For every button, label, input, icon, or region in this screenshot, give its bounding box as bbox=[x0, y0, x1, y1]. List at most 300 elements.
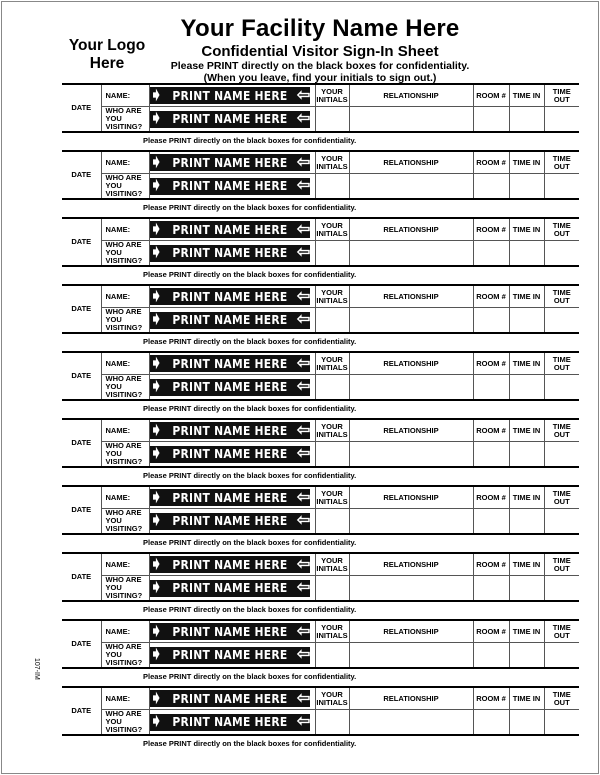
print-name-label: PRINT NAME HERE bbox=[172, 714, 288, 729]
print-name-bar bbox=[150, 556, 310, 573]
time-in-field[interactable] bbox=[509, 107, 544, 133]
time-out-field[interactable] bbox=[544, 576, 579, 602]
entry-grid bbox=[62, 284, 579, 334]
sign-in-entry bbox=[62, 83, 579, 150]
date-label: DATE bbox=[71, 371, 92, 380]
print-name-bar bbox=[150, 111, 310, 128]
visiting-label-line-1: WHO ARE bbox=[105, 642, 142, 651]
visiting-label-line-2: YOU VISITING? bbox=[105, 181, 143, 198]
room-field[interactable] bbox=[473, 509, 509, 535]
sign-in-entry bbox=[62, 150, 579, 217]
print-name-bar bbox=[150, 355, 310, 372]
initials-field[interactable] bbox=[315, 442, 349, 468]
sign-in-entry bbox=[62, 284, 579, 351]
arrow-left-icon: ⇦ bbox=[296, 555, 311, 573]
visiting-print-box[interactable] bbox=[149, 643, 315, 669]
initials-field[interactable] bbox=[315, 710, 349, 736]
sign-in-entry bbox=[62, 217, 579, 284]
print-name-bar bbox=[150, 690, 310, 707]
time-in-field[interactable] bbox=[509, 375, 544, 401]
initials-field[interactable] bbox=[315, 375, 349, 401]
date-label: DATE bbox=[71, 304, 92, 313]
room-header: ROOM # bbox=[473, 218, 509, 241]
visiting-label-line-2: YOU VISITING? bbox=[105, 516, 143, 533]
room-header: ROOM # bbox=[473, 419, 509, 442]
room-field[interactable] bbox=[473, 643, 509, 669]
relationship-field[interactable] bbox=[349, 710, 473, 736]
initials-field[interactable] bbox=[315, 107, 349, 133]
relationship-field[interactable] bbox=[349, 643, 473, 669]
time-out-header: TIME OUT bbox=[544, 285, 579, 308]
name-label: NAME: bbox=[101, 486, 149, 509]
time-out-header: TIME OUT bbox=[544, 84, 579, 107]
date-field[interactable] bbox=[62, 218, 101, 266]
time-out-field[interactable] bbox=[544, 710, 579, 736]
print-name-bar bbox=[150, 580, 310, 597]
room-header: ROOM # bbox=[473, 151, 509, 174]
confidentiality-note: Please PRINT directly on the black boxes for confidentiality. bbox=[143, 270, 357, 279]
name-print-box[interactable] bbox=[149, 285, 315, 308]
time-in-field[interactable] bbox=[509, 509, 544, 535]
initials-field[interactable] bbox=[315, 241, 349, 267]
relationship-header: RELATIONSHIP bbox=[349, 352, 473, 375]
sheet-header bbox=[160, 16, 480, 84]
room-header: ROOM # bbox=[473, 553, 509, 576]
entry-grid bbox=[62, 351, 579, 401]
initials-label bbox=[315, 352, 349, 375]
arrow-right-icon: ➧ bbox=[149, 220, 163, 238]
time-in-header: TIME IN bbox=[509, 687, 544, 710]
date-field[interactable] bbox=[62, 285, 101, 333]
confidentiality-note: Please PRINT directly on the black boxes for confidentiality. bbox=[143, 136, 357, 145]
relationship-header: RELATIONSHIP bbox=[349, 84, 473, 107]
time-in-field[interactable] bbox=[509, 710, 544, 736]
room-field[interactable] bbox=[473, 576, 509, 602]
arrow-right-icon: ➧ bbox=[149, 646, 163, 663]
entry-grid bbox=[62, 686, 579, 736]
arrow-right-icon: ➧ bbox=[149, 378, 163, 395]
arrow-left-icon: ⇦ bbox=[296, 488, 311, 506]
initials-label bbox=[315, 620, 349, 643]
time-in-field[interactable] bbox=[509, 241, 544, 267]
time-out-field[interactable] bbox=[544, 107, 579, 133]
visiting-label bbox=[101, 509, 149, 535]
initials-label-line-1: YOUR bbox=[321, 689, 343, 699]
relationship-field[interactable] bbox=[349, 375, 473, 401]
initials-label-line-1: YOUR bbox=[321, 86, 343, 96]
arrow-right-icon: ➧ bbox=[149, 86, 163, 104]
entry-grid bbox=[62, 217, 579, 267]
print-name-label: PRINT NAME HERE bbox=[172, 489, 288, 505]
visiting-print-box[interactable] bbox=[149, 174, 315, 200]
sign-in-entry bbox=[62, 418, 579, 485]
date-field[interactable] bbox=[62, 151, 101, 199]
visiting-print-box[interactable] bbox=[149, 241, 315, 267]
print-name-bar bbox=[150, 513, 310, 530]
print-name-bar bbox=[150, 714, 310, 731]
date-field[interactable] bbox=[62, 553, 101, 601]
initials-label-line-1: YOUR bbox=[321, 555, 343, 565]
name-label: NAME: bbox=[101, 687, 149, 710]
relationship-field[interactable] bbox=[349, 576, 473, 602]
arrow-right-icon: ➧ bbox=[149, 445, 163, 462]
time-out-field[interactable] bbox=[544, 375, 579, 401]
visiting-label bbox=[101, 174, 149, 200]
sign-in-entry bbox=[62, 485, 579, 552]
sign-in-entry bbox=[62, 686, 579, 753]
print-name-label: PRINT NAME HERE bbox=[172, 379, 288, 394]
arrow-left-icon: ⇦ bbox=[296, 713, 311, 730]
name-label: NAME: bbox=[101, 84, 149, 107]
arrow-right-icon: ➧ bbox=[149, 579, 163, 596]
sign-in-entry bbox=[62, 619, 579, 686]
print-name-bar bbox=[150, 446, 310, 463]
visiting-label-line-2: YOU VISITING? bbox=[105, 315, 143, 332]
relationship-field[interactable] bbox=[349, 241, 473, 267]
sign-in-entry bbox=[62, 351, 579, 418]
sheet-title: Confidential Visitor Sign-In Sheet bbox=[201, 43, 439, 60]
print-name-bar bbox=[150, 154, 310, 171]
relationship-header: RELATIONSHIP bbox=[349, 285, 473, 308]
name-print-box[interactable] bbox=[149, 486, 315, 509]
time-in-header: TIME IN bbox=[509, 620, 544, 643]
date-label: DATE bbox=[71, 639, 92, 648]
print-name-bar bbox=[150, 178, 310, 195]
room-header: ROOM # bbox=[473, 486, 509, 509]
visiting-label-line-1: WHO ARE bbox=[105, 307, 142, 316]
arrow-left-icon: ⇦ bbox=[296, 311, 311, 328]
date-field[interactable] bbox=[62, 352, 101, 400]
confidentiality-note: Please PRINT directly on the black boxes for confidentiality. bbox=[143, 203, 357, 212]
time-out-field[interactable] bbox=[544, 442, 579, 468]
print-name-bar bbox=[150, 623, 310, 640]
sign-in-entries bbox=[62, 83, 579, 753]
initials-label-line-1: YOUR bbox=[321, 421, 343, 431]
visiting-print-box[interactable] bbox=[149, 442, 315, 468]
instruction-line-1: Please PRINT directly on the black boxes for confidentiality. bbox=[170, 60, 470, 72]
relationship-field[interactable] bbox=[349, 442, 473, 468]
initials-label-line-2: INITIALS bbox=[316, 496, 348, 506]
date-field[interactable] bbox=[62, 419, 101, 467]
time-out-header: TIME OUT bbox=[544, 352, 579, 375]
visiting-label bbox=[101, 710, 149, 736]
date-label: DATE bbox=[71, 237, 92, 246]
name-print-box[interactable] bbox=[149, 352, 315, 375]
initials-label-line-1: YOUR bbox=[321, 153, 343, 163]
name-label: NAME: bbox=[101, 620, 149, 643]
initials-label-line-2: INITIALS bbox=[316, 228, 348, 238]
initials-label bbox=[315, 553, 349, 576]
room-field[interactable] bbox=[473, 107, 509, 133]
entry-grid bbox=[62, 485, 579, 535]
arrow-right-icon: ➧ bbox=[149, 153, 163, 171]
confidentiality-note: Please PRINT directly on the black boxes for confidentiality. bbox=[143, 404, 357, 413]
initials-label-line-2: INITIALS bbox=[316, 697, 348, 707]
time-out-header: TIME OUT bbox=[544, 687, 579, 710]
relationship-header: RELATIONSHIP bbox=[349, 620, 473, 643]
arrow-left-icon: ⇦ bbox=[296, 445, 311, 462]
initials-label-line-2: INITIALS bbox=[316, 630, 348, 640]
arrow-left-icon: ⇦ bbox=[296, 354, 311, 372]
room-field[interactable] bbox=[473, 442, 509, 468]
confidentiality-note: Please PRINT directly on the black boxes for confidentiality. bbox=[143, 337, 357, 346]
print-name-label: PRINT NAME HERE bbox=[172, 221, 288, 237]
initials-label bbox=[315, 486, 349, 509]
name-print-box[interactable] bbox=[149, 553, 315, 576]
visiting-label-line-1: WHO ARE bbox=[105, 374, 142, 383]
print-name-label: PRINT NAME HERE bbox=[172, 446, 288, 461]
time-out-field[interactable] bbox=[544, 509, 579, 535]
initials-label-line-1: YOUR bbox=[321, 488, 343, 498]
visiting-print-box[interactable] bbox=[149, 107, 315, 133]
initials-label-line-2: INITIALS bbox=[316, 362, 348, 372]
visiting-print-box[interactable] bbox=[149, 308, 315, 334]
arrow-right-icon: ➧ bbox=[149, 421, 163, 439]
name-label: NAME: bbox=[101, 553, 149, 576]
initials-label bbox=[315, 419, 349, 442]
arrow-left-icon: ⇦ bbox=[296, 287, 311, 305]
name-print-box[interactable] bbox=[149, 419, 315, 442]
print-name-bar bbox=[150, 312, 310, 329]
time-in-field[interactable] bbox=[509, 174, 544, 200]
visiting-label bbox=[101, 308, 149, 334]
name-print-box[interactable] bbox=[149, 620, 315, 643]
initials-field[interactable] bbox=[315, 643, 349, 669]
room-field[interactable] bbox=[473, 241, 509, 267]
confidentiality-note: Please PRINT directly on the black boxes for confidentiality. bbox=[143, 538, 357, 547]
print-name-bar bbox=[150, 288, 310, 305]
room-field[interactable] bbox=[473, 375, 509, 401]
visiting-label-line-1: WHO ARE bbox=[105, 106, 142, 115]
time-in-field[interactable] bbox=[509, 643, 544, 669]
room-header: ROOM # bbox=[473, 285, 509, 308]
instruction-line-2: (When you leave, find your initials to sign out.) bbox=[203, 72, 437, 84]
time-out-field[interactable] bbox=[544, 174, 579, 200]
initials-field[interactable] bbox=[315, 509, 349, 535]
time-out-header: TIME OUT bbox=[544, 218, 579, 241]
visiting-label-line-1: WHO ARE bbox=[105, 575, 142, 584]
relationship-header: RELATIONSHIP bbox=[349, 486, 473, 509]
relationship-field[interactable] bbox=[349, 174, 473, 200]
initials-label bbox=[315, 687, 349, 710]
time-out-header: TIME OUT bbox=[544, 553, 579, 576]
print-name-bar bbox=[150, 87, 310, 104]
time-out-field[interactable] bbox=[544, 308, 579, 334]
print-name-bar bbox=[150, 422, 310, 439]
name-print-box[interactable] bbox=[149, 84, 315, 107]
name-label: NAME: bbox=[101, 352, 149, 375]
room-header: ROOM # bbox=[473, 620, 509, 643]
room-field[interactable] bbox=[473, 174, 509, 200]
arrow-right-icon: ➧ bbox=[149, 713, 163, 730]
visiting-print-box[interactable] bbox=[149, 509, 315, 535]
name-print-box[interactable] bbox=[149, 151, 315, 174]
initials-label-line-1: YOUR bbox=[321, 287, 343, 297]
arrow-left-icon: ⇦ bbox=[296, 177, 311, 194]
confidentiality-note: Please PRINT directly on the black boxes for confidentiality. bbox=[143, 672, 357, 681]
print-name-label: PRINT NAME HERE bbox=[172, 623, 288, 639]
initials-label bbox=[315, 218, 349, 241]
date-label: DATE bbox=[71, 103, 92, 112]
date-field[interactable] bbox=[62, 687, 101, 735]
visiting-label-line-1: WHO ARE bbox=[105, 709, 142, 718]
arrow-right-icon: ➧ bbox=[149, 244, 163, 261]
visiting-label-line-1: WHO ARE bbox=[105, 441, 142, 450]
time-in-field[interactable] bbox=[509, 442, 544, 468]
date-field[interactable] bbox=[62, 486, 101, 534]
logo-line-2: Here bbox=[89, 55, 125, 72]
facility-title: Your Facility Name Here bbox=[180, 15, 460, 42]
arrow-left-icon: ⇦ bbox=[296, 579, 311, 596]
print-name-label: PRINT NAME HERE bbox=[172, 556, 288, 572]
relationship-field[interactable] bbox=[349, 107, 473, 133]
initials-field[interactable] bbox=[315, 174, 349, 200]
print-name-label: PRINT NAME HERE bbox=[172, 111, 288, 126]
logo-placeholder bbox=[52, 37, 162, 73]
initials-label-line-2: INITIALS bbox=[316, 94, 348, 104]
arrow-left-icon: ⇦ bbox=[296, 110, 311, 127]
arrow-left-icon: ⇦ bbox=[296, 86, 311, 104]
relationship-field[interactable] bbox=[349, 308, 473, 334]
room-header: ROOM # bbox=[473, 84, 509, 107]
arrow-right-icon: ➧ bbox=[149, 177, 163, 194]
print-name-bar bbox=[150, 647, 310, 664]
arrow-right-icon: ➧ bbox=[149, 287, 163, 305]
time-in-header: TIME IN bbox=[509, 419, 544, 442]
room-field[interactable] bbox=[473, 308, 509, 334]
arrow-right-icon: ➧ bbox=[149, 488, 163, 506]
print-name-label: PRINT NAME HERE bbox=[172, 422, 288, 438]
print-name-bar bbox=[150, 221, 310, 238]
time-out-header: TIME OUT bbox=[544, 151, 579, 174]
print-name-label: PRINT NAME HERE bbox=[172, 513, 288, 528]
confidentiality-note: Please PRINT directly on the black boxes for confidentiality. bbox=[143, 605, 357, 614]
date-label: DATE bbox=[71, 706, 92, 715]
date-label: DATE bbox=[71, 505, 92, 514]
print-name-label: PRINT NAME HERE bbox=[172, 87, 288, 103]
relationship-header: RELATIONSHIP bbox=[349, 419, 473, 442]
name-label: NAME: bbox=[101, 218, 149, 241]
time-in-header: TIME IN bbox=[509, 151, 544, 174]
visiting-label-line-2: YOU VISITING? bbox=[105, 114, 143, 131]
room-field[interactable] bbox=[473, 710, 509, 736]
initials-label-line-1: YOUR bbox=[321, 622, 343, 632]
time-out-header: TIME OUT bbox=[544, 620, 579, 643]
visiting-label-line-2: YOU VISITING? bbox=[105, 449, 143, 466]
name-label: NAME: bbox=[101, 151, 149, 174]
name-label: NAME: bbox=[101, 285, 149, 308]
name-label: NAME: bbox=[101, 419, 149, 442]
arrow-left-icon: ⇦ bbox=[296, 646, 311, 663]
time-in-field[interactable] bbox=[509, 576, 544, 602]
initials-label-line-2: INITIALS bbox=[316, 429, 348, 439]
form-code: 107-IM bbox=[33, 658, 40, 680]
arrow-left-icon: ⇦ bbox=[296, 421, 311, 439]
initials-field[interactable] bbox=[315, 576, 349, 602]
entry-grid bbox=[62, 552, 579, 602]
time-out-header: TIME OUT bbox=[544, 419, 579, 442]
confidentiality-note: Please PRINT directly on the black boxes for confidentiality. bbox=[143, 471, 357, 480]
print-name-label: PRINT NAME HERE bbox=[172, 154, 288, 170]
relationship-header: RELATIONSHIP bbox=[349, 687, 473, 710]
date-label: DATE bbox=[71, 170, 92, 179]
initials-label bbox=[315, 84, 349, 107]
time-in-header: TIME IN bbox=[509, 285, 544, 308]
entry-grid bbox=[62, 150, 579, 200]
initials-label-line-2: INITIALS bbox=[316, 563, 348, 573]
entry-grid bbox=[62, 619, 579, 669]
initials-field[interactable] bbox=[315, 308, 349, 334]
relationship-header: RELATIONSHIP bbox=[349, 151, 473, 174]
room-header: ROOM # bbox=[473, 352, 509, 375]
visiting-print-box[interactable] bbox=[149, 375, 315, 401]
visiting-label-line-2: YOU VISITING? bbox=[105, 382, 143, 399]
visiting-label-line-1: WHO ARE bbox=[105, 240, 142, 249]
time-in-header: TIME IN bbox=[509, 553, 544, 576]
arrow-left-icon: ⇦ bbox=[296, 622, 311, 640]
print-name-label: PRINT NAME HERE bbox=[172, 647, 288, 662]
date-label: DATE bbox=[71, 438, 92, 447]
visiting-label-line-1: WHO ARE bbox=[105, 173, 142, 182]
relationship-field[interactable] bbox=[349, 509, 473, 535]
print-name-bar bbox=[150, 245, 310, 262]
print-name-bar bbox=[150, 379, 310, 396]
arrow-right-icon: ➧ bbox=[149, 110, 163, 127]
sign-in-entry bbox=[62, 552, 579, 619]
print-name-label: PRINT NAME HERE bbox=[172, 288, 288, 304]
visiting-label-line-2: YOU VISITING? bbox=[105, 248, 143, 265]
relationship-header: RELATIONSHIP bbox=[349, 218, 473, 241]
visiting-label bbox=[101, 576, 149, 602]
time-in-field[interactable] bbox=[509, 308, 544, 334]
visiting-label-line-2: YOU VISITING? bbox=[105, 650, 143, 667]
arrow-right-icon: ➧ bbox=[149, 622, 163, 640]
visiting-label-line-2: YOU VISITING? bbox=[105, 717, 143, 734]
visiting-label bbox=[101, 442, 149, 468]
visiting-label-line-2: YOU VISITING? bbox=[105, 583, 143, 600]
print-name-label: PRINT NAME HERE bbox=[172, 178, 288, 193]
time-in-header: TIME IN bbox=[509, 486, 544, 509]
initials-label-line-1: YOUR bbox=[321, 220, 343, 230]
initials-label bbox=[315, 285, 349, 308]
print-name-label: PRINT NAME HERE bbox=[172, 580, 288, 595]
visiting-label-line-1: WHO ARE bbox=[105, 508, 142, 517]
time-out-field[interactable] bbox=[544, 643, 579, 669]
room-header: ROOM # bbox=[473, 687, 509, 710]
initials-label-line-1: YOUR bbox=[321, 354, 343, 364]
time-out-header: TIME OUT bbox=[544, 486, 579, 509]
print-name-label: PRINT NAME HERE bbox=[172, 355, 288, 371]
arrow-left-icon: ⇦ bbox=[296, 689, 311, 707]
confidentiality-note: Please PRINT directly on the black boxes for confidentiality. bbox=[143, 739, 357, 748]
date-field[interactable] bbox=[62, 620, 101, 668]
relationship-header: RELATIONSHIP bbox=[349, 553, 473, 576]
name-print-box[interactable] bbox=[149, 218, 315, 241]
print-name-bar bbox=[150, 489, 310, 506]
arrow-right-icon: ➧ bbox=[149, 512, 163, 529]
visiting-label bbox=[101, 643, 149, 669]
visiting-print-box[interactable] bbox=[149, 576, 315, 602]
name-print-box[interactable] bbox=[149, 687, 315, 710]
arrow-left-icon: ⇦ bbox=[296, 512, 311, 529]
arrow-left-icon: ⇦ bbox=[296, 153, 311, 171]
visiting-label bbox=[101, 241, 149, 267]
visiting-print-box[interactable] bbox=[149, 710, 315, 736]
arrow-right-icon: ➧ bbox=[149, 311, 163, 328]
time-out-field[interactable] bbox=[544, 241, 579, 267]
date-label: DATE bbox=[71, 572, 92, 581]
date-field[interactable] bbox=[62, 84, 101, 132]
